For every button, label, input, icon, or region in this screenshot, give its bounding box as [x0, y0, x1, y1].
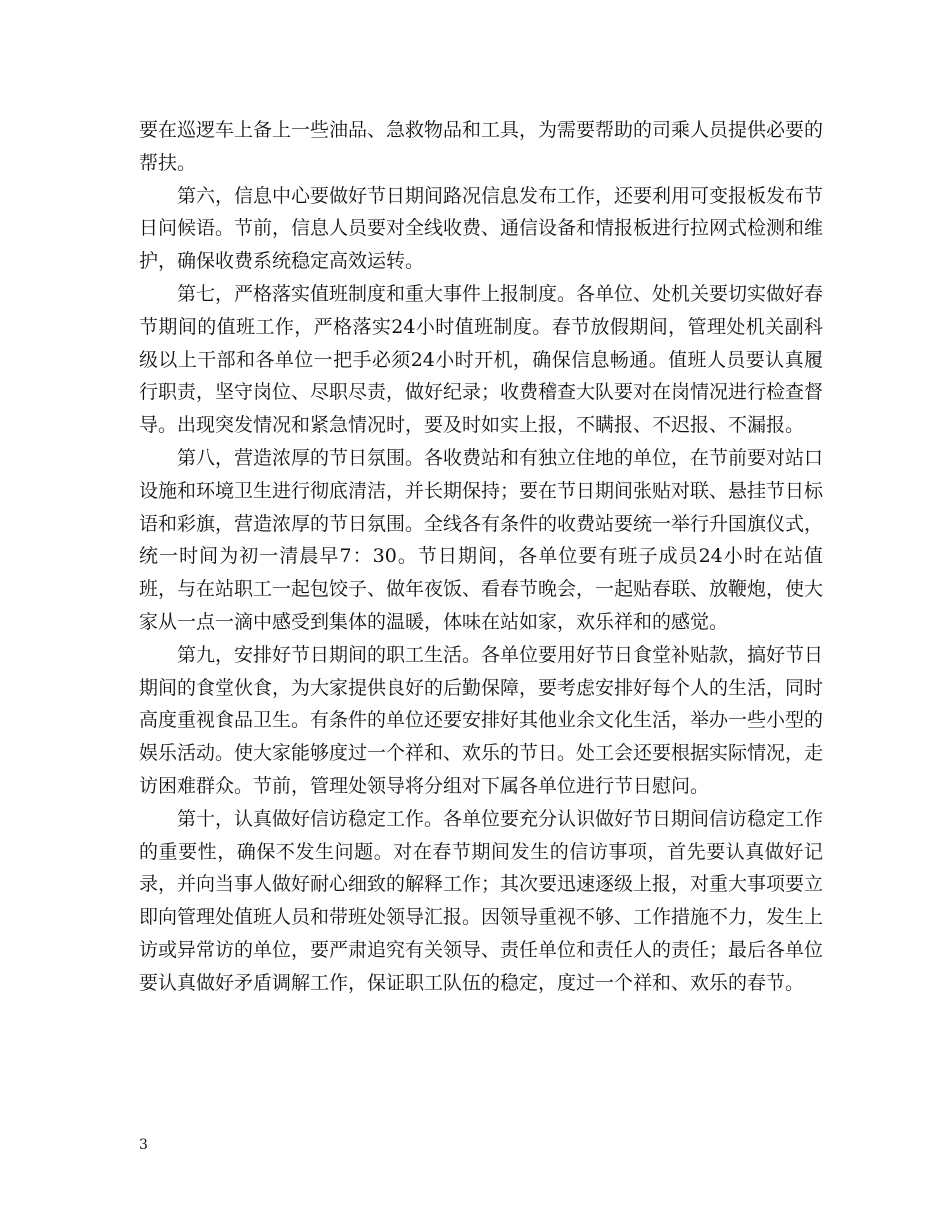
paragraph-seventh: 第七，严格落实值班制度和重大事件上报制度。各单位、处机关要切实做好春节期间的值班工作，严格落实24小时值班制度。春节放假期间，管理处机关副科级以上干部和各单位一把手必须24小时开机，确保信息畅通。值班人员要认真履行职责，坚守岗位、尽职尽责，做好纪录；收费稽查大队要对在岗情况进行检查督导。出现突发情况和紧急情况时，要及时如实上报，不瞒报、不迟报、不漏报。 — [139, 282, 824, 437]
document-body — [139, 114, 823, 1000]
paragraph-ninth: 第九，安排好节日期间的职工生活。各单位要用好节日食堂补贴款，搞好节日期间的食堂伙食，为大家提供良好的后勤保障，要考虑安排好每个人的生活，同时高度重视食品卫生。有条件的单位还要安排好其他业余文化生活，举办一些小型的娱乐活动。使大家能够度过一个祥和、欢乐的节日。处工会还要根据实际情况，走访困难群众。节前，管理处领导将分组对下属各单位进行节日慰问。 — [139, 643, 824, 797]
paragraph-tenth: 第十，认真做好信访稳定工作。各单位要充分认识做好节日期间信访稳定工作的重要性，确保不发生问题。对在春节期间发生的信访事项，首先要认真做好记录，并向当事人做好耐心细致的解释工作；其次要迅速逐级上报，对重大事项要立即向管理处值班人员和带班处领导汇报。因领导重视不够、工作措施不力，发生上访或异常访的单位，要严肃追究有关领导、责任单位和责任人的责任；最后各单位要认真做好矛盾调解工作，保证职工队伍的稳定，度过一个祥和、欢乐的春节。 — [139, 807, 824, 994]
paragraph-eighth: 第八，营造浓厚的节日氛围。各收费站和有独立住地的单位，在节前要对站口设施和环境卫生进行彻底清洁，并长期保持；要在节日期间张贴对联、悬挂节日标语和彩旗，营造浓厚的节日氛围。全线各有条件的收费站要统一举行升国旗仪式，统一时间为初一清晨早7：30。节日期间，各单位要有班子成员24小时在站值班，与在站职工一起包饺子、做年夜饭、看春节晚会，一起贴春联、放鞭炮，使大家从一点一滴中感受到集体的温暖，体味在站如家，欢乐祥和的感觉。 — [139, 446, 824, 633]
paragraph-sixth: 第六，信息中心要做好节日期间路况信息发布工作，还要利用可变报板发布节日问候语。节前，信息人员要对全线收费、通信设备和情报板进行拉网式检测和维护，确保收费系统稳定高效运转。 — [139, 184, 824, 273]
page-number: 3 — [139, 1137, 148, 1153]
paragraph-continuation: 要在巡逻车上备上一些油品、急救物品和工具，为需要帮助的司乘人员提供必要的帮扶。 — [139, 119, 824, 174]
